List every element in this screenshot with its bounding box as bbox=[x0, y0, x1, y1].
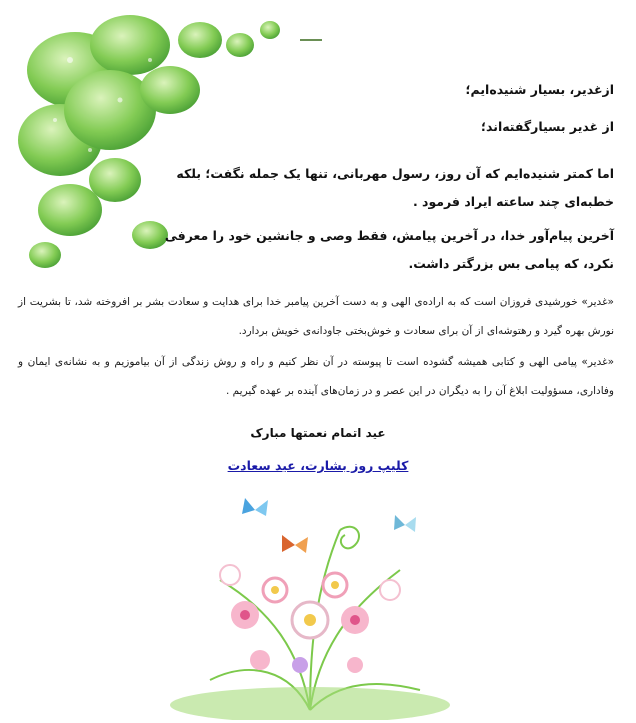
intro-line-1: ازغدیر، بسیار شنیده‌ایم؛ bbox=[465, 82, 614, 97]
intro-line-2: از غدیر بسیارگفته‌اند؛ bbox=[481, 119, 614, 134]
paragraph-sermon: اما کمتر شنیده‌ایم که آن روز، رسول مهربانی، تنها یک جمله نگفت؛ بلکه خطبه‌ای چند ساعته ایراد فرمود . bbox=[176, 166, 614, 209]
flower-bouquet-decoration bbox=[150, 490, 470, 720]
paragraph-last-message: آخرین پیام‌آور خدا، در آخرین پیامش، فقط وصی و جانشین خود را معرفی نکرد، که پیامی بس بزرگتر داشت. bbox=[164, 228, 614, 271]
paragraph-ghadir-sun: «غدیر» خورشیدی فروزان است که به اراده‌ی الهی و به دست آخرین پیامبر خدا برای هدایت و سعادت بشر بر افروخته شد، تا بشریت از نورش بهره گیرد و رهتوشه‌ای از آن برای سعادت و خوش‌بختی جاودانه‌ی خویش بردارد. bbox=[18, 296, 614, 337]
eid-greeting: عید اتمام نعمتها مبارک bbox=[250, 426, 386, 440]
paragraph-ghadir-message: «غدیر» پیامی الهی و کتابی همیشه گشوده است تا پیوسته در آن نظر کنیم و راه و روش زندگی از آن بیاموزیم و به نشانه‌ی ایمان و وفاداری، مسؤولیت ابلاغ آن را به دیگران در این عصر و در زمان‌های آینده بر عهده گیریم . bbox=[18, 356, 614, 397]
clip-link[interactable]: کلیپ روز بشارت، عید سعادت bbox=[227, 458, 409, 473]
